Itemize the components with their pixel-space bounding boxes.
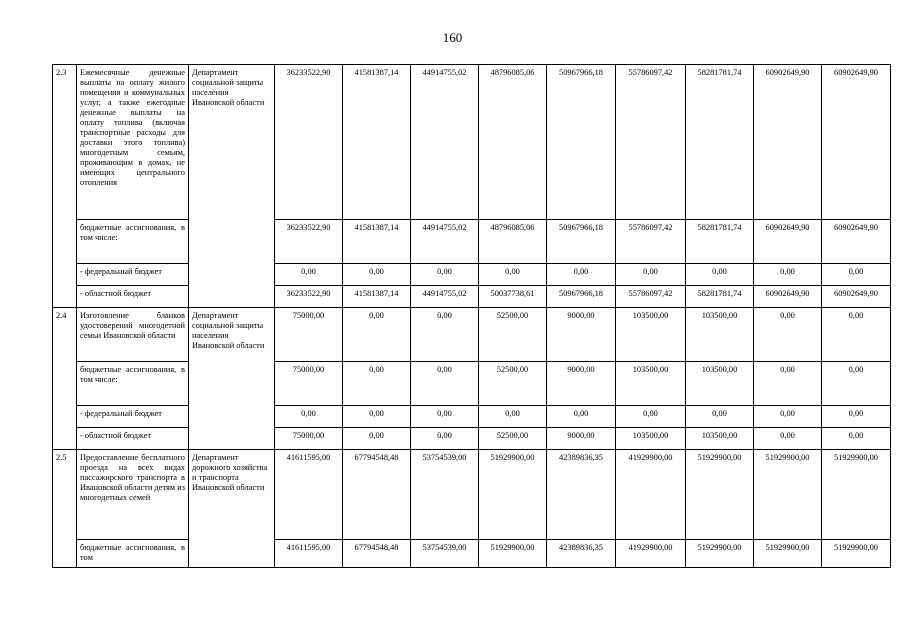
row-label: Изготовление бланков удостоверений многодетной семьи Ивановской области xyxy=(77,308,189,362)
value-cell: 42389836,35 xyxy=(547,450,616,540)
value-cell: 44914755,02 xyxy=(411,220,479,264)
value-cell: 0,00 xyxy=(822,428,891,450)
value-cell: 0,00 xyxy=(275,264,343,286)
value-cell: 0,00 xyxy=(479,264,547,286)
value-cell: 55786097,42 xyxy=(616,65,686,220)
row-code: 2.3 xyxy=(53,65,77,308)
value-cell: 41929900,00 xyxy=(616,540,686,568)
value-cell: 60902649,90 xyxy=(754,220,822,264)
value-cell: 0,00 xyxy=(343,264,411,286)
value-cell: 60902649,90 xyxy=(822,286,891,308)
value-cell: 0,00 xyxy=(754,428,822,450)
value-cell: 50967966,18 xyxy=(547,65,616,220)
value-cell: 0,00 xyxy=(822,406,891,428)
table-row xyxy=(53,264,891,286)
value-cell: 9000,00 xyxy=(547,362,616,406)
value-cell: 0,00 xyxy=(686,264,754,286)
value-cell: 0,00 xyxy=(616,264,686,286)
value-cell: 51929900,00 xyxy=(754,540,822,568)
row-label: - федеральный бюджет xyxy=(77,406,189,428)
row-label: - федеральный бюджет xyxy=(77,264,189,286)
value-cell: 0,00 xyxy=(411,308,479,362)
value-cell: 0,00 xyxy=(547,406,616,428)
value-cell: 51929900,00 xyxy=(822,450,891,540)
value-cell: 51929900,00 xyxy=(754,450,822,540)
value-cell: 53754539,00 xyxy=(411,540,479,568)
value-cell: 0,00 xyxy=(686,406,754,428)
value-cell: 51929900,00 xyxy=(686,540,754,568)
row-label: - областной бюджет xyxy=(77,286,189,308)
value-cell: 51929900,00 xyxy=(686,450,754,540)
value-cell: 52500,00 xyxy=(479,362,547,406)
value-cell: 103500,00 xyxy=(616,308,686,362)
table-row xyxy=(53,286,891,308)
value-cell: 36233522,90 xyxy=(275,286,343,308)
value-cell: 9000,00 xyxy=(547,308,616,362)
value-cell: 51929900,00 xyxy=(822,540,891,568)
value-cell: 51929900,00 xyxy=(479,450,547,540)
value-cell: 9000,00 xyxy=(547,428,616,450)
value-cell: 103500,00 xyxy=(686,308,754,362)
value-cell: 0,00 xyxy=(343,362,411,406)
value-cell: 41581387,14 xyxy=(343,65,411,220)
table-row xyxy=(53,220,891,264)
table-row xyxy=(53,450,891,540)
row-code: 2.4 xyxy=(53,308,77,450)
value-cell: 0,00 xyxy=(411,264,479,286)
row-label: бюджетные ассигнования, в том xyxy=(77,540,189,568)
value-cell: 0,00 xyxy=(343,428,411,450)
row-label: бюджетные ассигнования, в том числе: xyxy=(77,220,189,264)
value-cell: 0,00 xyxy=(822,362,891,406)
value-cell: 41611595,00 xyxy=(275,540,343,568)
table-row xyxy=(53,65,891,220)
row-label: - областной бюджет xyxy=(77,428,189,450)
value-cell: 44914755,02 xyxy=(411,286,479,308)
value-cell: 0,00 xyxy=(822,308,891,362)
value-cell: 103500,00 xyxy=(686,362,754,406)
value-cell: 48796085,06 xyxy=(479,220,547,264)
value-cell: 0,00 xyxy=(411,362,479,406)
value-cell: 53754539,00 xyxy=(411,450,479,540)
row-label: Ежемесячные денежные выплаты на оплату жилого помещения и коммунальных услуг, а также ежегодные денежные выплаты на оплату топлива (включая транспортные расходы для доставки этого топлива) многодетным семьям, проживающим в домах, не имеющих центрального отопления xyxy=(77,65,189,220)
value-cell: 42389836,35 xyxy=(547,540,616,568)
value-cell: 41611595,00 xyxy=(275,450,343,540)
value-cell: 50037738,61 xyxy=(479,286,547,308)
budget-table xyxy=(52,64,891,568)
table-row xyxy=(53,540,891,568)
value-cell: 55786097,42 xyxy=(616,286,686,308)
value-cell: 75000,00 xyxy=(275,428,343,450)
value-cell: 60902649,90 xyxy=(754,65,822,220)
value-cell: 0,00 xyxy=(343,406,411,428)
value-cell: 41581387,14 xyxy=(343,286,411,308)
value-cell: 52500,00 xyxy=(479,428,547,450)
value-cell: 0,00 xyxy=(479,406,547,428)
value-cell: 67794548,48 xyxy=(343,540,411,568)
value-cell: 60902649,90 xyxy=(754,286,822,308)
value-cell: 103500,00 xyxy=(686,428,754,450)
value-cell: 0,00 xyxy=(822,264,891,286)
value-cell: 52500,00 xyxy=(479,308,547,362)
value-cell: 58281781,74 xyxy=(686,220,754,264)
value-cell: 0,00 xyxy=(547,264,616,286)
row-department: Департамент социальной защиты населения Ивановской области xyxy=(189,308,275,450)
value-cell: 36233522,90 xyxy=(275,65,343,220)
value-cell: 55786097,42 xyxy=(616,220,686,264)
table-row xyxy=(53,406,891,428)
page-number: 160 xyxy=(442,30,463,45)
value-cell: 60902649,90 xyxy=(822,220,891,264)
row-department: Департамент дорожного хозяйства и транспорта Ивановской области xyxy=(189,450,275,568)
value-cell: 0,00 xyxy=(616,406,686,428)
table-row xyxy=(53,362,891,406)
table-row xyxy=(53,428,891,450)
value-cell: 48796085,06 xyxy=(479,65,547,220)
value-cell: 60902649,90 xyxy=(822,65,891,220)
value-cell: 44914755,02 xyxy=(411,65,479,220)
value-cell: 103500,00 xyxy=(616,428,686,450)
value-cell: 75000,00 xyxy=(275,308,343,362)
value-cell: 0,00 xyxy=(754,308,822,362)
value-cell: 0,00 xyxy=(411,428,479,450)
value-cell: 67794548,48 xyxy=(343,450,411,540)
value-cell: 36233522,90 xyxy=(275,220,343,264)
value-cell: 51929900,00 xyxy=(479,540,547,568)
row-department: Департамент социальной защиты населения Ивановской области xyxy=(189,65,275,308)
value-cell: 0,00 xyxy=(754,362,822,406)
value-cell: 75000,00 xyxy=(275,362,343,406)
value-cell: 58281781,74 xyxy=(686,65,754,220)
value-cell: 0,00 xyxy=(343,308,411,362)
table-row xyxy=(53,308,891,362)
row-label: бюджетные ассигнования, в том числе: xyxy=(77,362,189,406)
value-cell: 50967966,18 xyxy=(547,286,616,308)
row-label: Предоставление бесплатного проезда на всех видах пассажирского транспорта в Ивановской области детям из многодетных семей xyxy=(77,450,189,540)
value-cell: 0,00 xyxy=(275,406,343,428)
value-cell: 50967966,18 xyxy=(547,220,616,264)
value-cell: 0,00 xyxy=(411,406,479,428)
value-cell: 41929900,00 xyxy=(616,450,686,540)
value-cell: 0,00 xyxy=(754,264,822,286)
value-cell: 58281781,74 xyxy=(686,286,754,308)
value-cell: 41581387,14 xyxy=(343,220,411,264)
value-cell: 103500,00 xyxy=(616,362,686,406)
value-cell: 0,00 xyxy=(754,406,822,428)
row-code: 2.5 xyxy=(53,450,77,568)
